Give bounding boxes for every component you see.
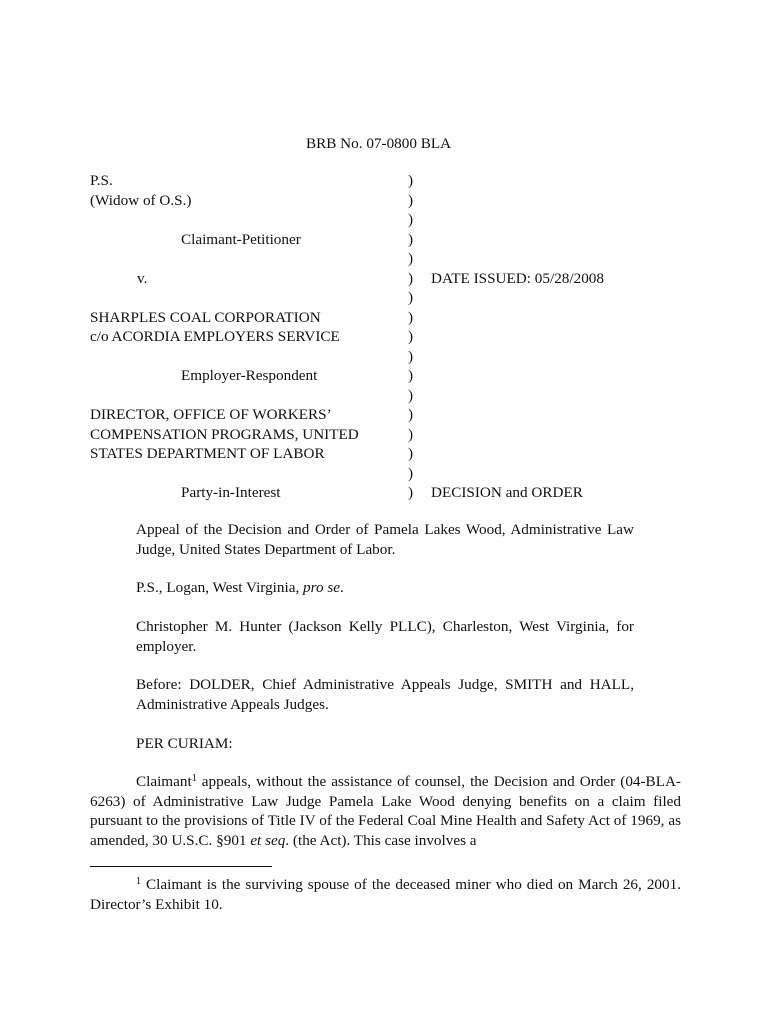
paren: ) — [408, 289, 414, 306]
director-line-3: STATES DEPARTMENT OF LABOR — [90, 445, 325, 462]
paren: ) — [408, 211, 414, 228]
paren: ) — [408, 328, 414, 345]
paren: ) — [408, 172, 414, 189]
paren: ) — [408, 347, 414, 365]
paren: ) — [408, 406, 414, 423]
et-seq: et seq — [250, 831, 286, 849]
employer-role: Employer-Respondent — [181, 367, 318, 384]
pro-se: pro se — [303, 579, 341, 596]
spacer — [90, 347, 410, 367]
paren: ) — [408, 367, 414, 384]
before-panel: Before: DOLDER, Chief Administrative Appeals Judge, SMITH and HALL, Administrative Appeals Judges. — [136, 676, 634, 713]
footnote-divider — [90, 866, 272, 867]
director-role: Party-in-Interest — [181, 484, 281, 501]
spacer — [90, 210, 410, 230]
employer-counsel: Christopher M. Hunter (Jackson Kelly PLLC), Charleston, West Virginia, for employer. — [136, 618, 634, 655]
spacer — [90, 386, 410, 406]
claimant-description: (Widow of O.S.) — [90, 191, 192, 209]
footnote — [90, 875, 681, 914]
opinion-paragraph — [90, 772, 681, 850]
director-line-1: DIRECTOR, OFFICE OF WORKERS’ — [90, 406, 332, 423]
paren: ) — [408, 250, 414, 267]
case-caption — [90, 171, 410, 503]
paren: ) — [408, 191, 414, 209]
paren: ) — [408, 308, 414, 326]
claimant-role: Claimant-Petitioner — [181, 230, 301, 248]
spacer — [90, 249, 410, 269]
paren: ) — [408, 464, 414, 482]
employer-care-of: c/o ACORDIA EMPLOYERS SERVICE — [90, 328, 340, 345]
date-issued: DATE ISSUED: 05/28/2008 — [431, 269, 604, 287]
opinion-text-end: . (the Act). This case involves a — [285, 831, 477, 849]
paren: ) — [408, 484, 414, 501]
paren: ) — [408, 269, 414, 287]
docket-number: BRB No. 07-0800 BLA — [306, 135, 452, 152]
per-curiam: PER CURIAM: — [136, 735, 233, 752]
footnote-reference: 1 — [191, 773, 197, 784]
appeal-statement: Appeal of the Decision and Order of Pamela Lakes Wood, Administrative Law Judge, United States Department of Labor. — [136, 521, 634, 558]
claimant-counsel-end: . — [340, 579, 344, 596]
paren: ) — [408, 386, 414, 404]
paren: ) — [408, 230, 414, 248]
director-line-2: COMPENSATION PROGRAMS, UNITED — [90, 425, 359, 443]
opinion-lead: Claimant — [136, 773, 192, 790]
caption-parentheses — [408, 171, 420, 503]
footnote-number: 1 — [136, 876, 141, 887]
opinion-text: appeals, without the assistance of counsel, the Decision and Order (04-BLA-6263) of Administrative Law Judge Pamela Lake Wood denying benefits on a claim filed pursuant to the provisions of Title IV of the Federal Coal Mine Health and Safety Act of 1969, as amended, 30 U.S.C. §901 — [90, 773, 681, 849]
versus: v. — [137, 269, 148, 287]
claimant-name: P.S. — [90, 172, 113, 189]
employer-name: SHARPLES COAL CORPORATION — [90, 308, 321, 326]
spacer — [90, 288, 410, 308]
claimant-counsel-text: P.S., Logan, West Virginia, — [136, 579, 304, 596]
paren: ) — [408, 445, 414, 462]
decision-and-order-label: DECISION and ORDER — [431, 484, 583, 501]
spacer — [90, 464, 410, 484]
paren: ) — [408, 425, 414, 443]
footnote-text: Claimant is the surviving spouse of the deceased miner who died on March 26, 2001. Director’s Exhibit 10. — [90, 876, 681, 913]
claimant-counsel — [136, 578, 634, 598]
